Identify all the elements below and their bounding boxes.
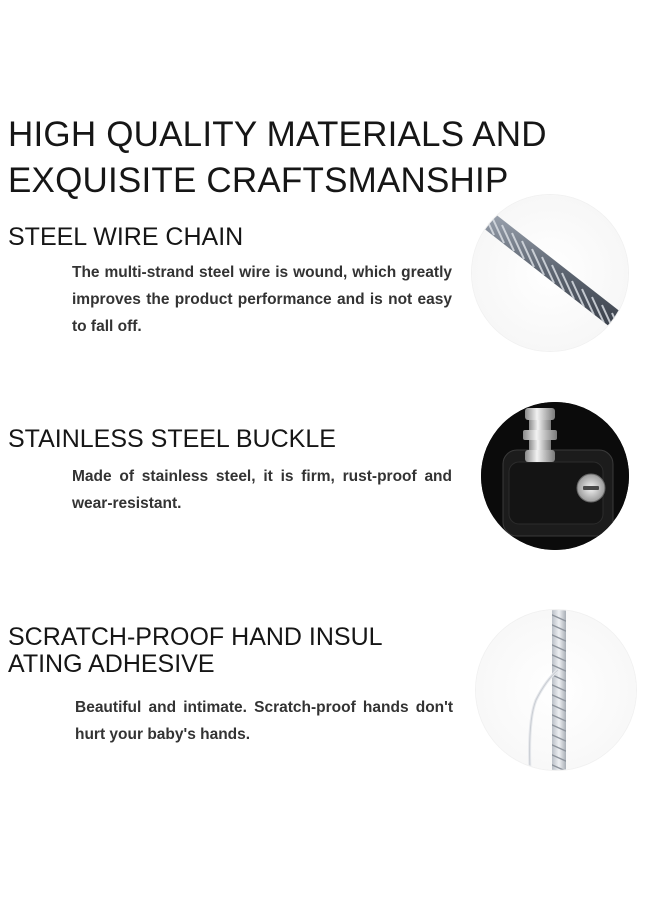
feature-title-adhesive-line2: ATING ADHESIVE bbox=[8, 650, 215, 678]
page-title-line1: HIGH QUALITY MATERIALS AND bbox=[8, 115, 547, 154]
feature-title-adhesive bbox=[8, 624, 383, 678]
lock-buckle-icon bbox=[481, 402, 629, 550]
page-title bbox=[8, 112, 547, 204]
feature-title-steel-wire: STEEL WIRE CHAIN bbox=[8, 223, 244, 251]
coated-cable-icon bbox=[476, 610, 636, 770]
steel-wire-rope-icon bbox=[472, 195, 628, 351]
feature-desc-buckle: Made of stainless steel, it is firm, rust-proof and wear-resistant. bbox=[72, 468, 452, 512]
feature-title-buckle: STAINLESS STEEL BUCKLE bbox=[8, 425, 336, 453]
feature-desc-adhesive: Beautiful and intimate. Scratch-proof hands don't hurt your baby's hands. bbox=[75, 699, 453, 743]
page-title-line2: EXQUISITE CRAFTSMANSHIP bbox=[8, 161, 509, 200]
feature-desc-steel-wire: The multi-strand steel wire is wound, which greatly improves the product performance and is not easy to fall off. bbox=[72, 264, 452, 335]
feature-title-adhesive-line1: SCRATCH-PROOF HAND INSUL bbox=[8, 623, 383, 651]
